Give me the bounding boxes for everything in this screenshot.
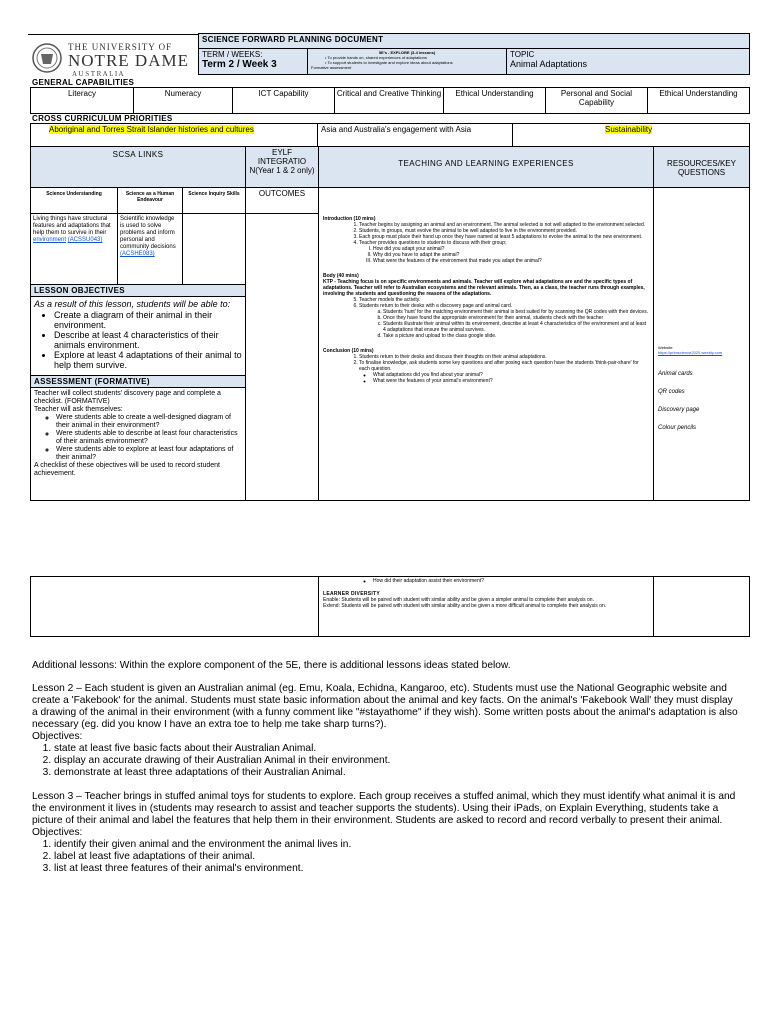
sub-endeavour: Science as a Human Endeavour [117,187,183,214]
body-substep: c. Students illustrate their animal within its environment, describe at least 4 characteristics of the environment and at least 4 adaptations that ensure the animal survives. [383,321,649,333]
diversity-enable: Enable: Students will be paired with student with similar ability and be given a simpler animal to complete their analysis on. [323,597,594,603]
fivee-label: 5E's - EXPLORE (3-4 lessons) [378,50,436,55]
concl-question: ◦ What were the features of your animal's environment? [373,378,649,384]
topic-cell [506,48,750,75]
ccp-atsi: Aboriginal and Torres Strait Islander histories and cultures [49,125,254,134]
scsa-header: SCSA LINKS [30,146,246,188]
fivee-footer: Formative assessment [311,65,352,70]
resource-item: Colour pencils [658,425,697,431]
website-label: Website: [658,345,674,350]
assess-line1: Teacher will collect students' discovery page and complete a checklist. (FORMATIVE) [34,390,221,405]
sub-inquiry: Science Inquiry Skills [182,187,246,214]
body-substep: b. Once they have found the appropriate environment for their animal, students check with the teacher [383,315,649,321]
ccp-sustain-cell [512,123,750,147]
lesson3-objective: 3. list at least three features of their animal's environment. [54,863,738,875]
ccp-title: CROSS CURRICULUM PRIORITIES [32,114,173,123]
eylf-header: EYLF INTEGRATIO N(Year 1 & 2 only) [245,146,319,188]
concl-questions [323,372,649,384]
intro-step: 4. Teacher provides questions to students to discuss with their group; [359,240,649,246]
scsa-inquiry-cell [182,213,246,285]
doc-title: SCIENCE FORWARD PLANNING DOCUMENT [198,33,750,49]
lesson3-objective: 2. label at least five adaptations of their animal. [54,851,738,863]
logo-line1: THE UNIVERSITY OF [68,42,173,52]
website-link[interactable]: https://primscience2020.weebly.com [658,350,723,355]
gc-critical: Critical and Creative Thinking [334,87,444,114]
additional-intro: Additional lessons: Within the explore component of the 5E, there is additional lessons ideas stated below. [32,660,511,671]
ktp-text: KTP - Teaching focus is on specific environments and animals. Teacher will explore what adaptations are and the specific types of adaptations. Teacher will refer to Australian ecosystems and the relevant animals. Then, as a class, the teacher runs through examples, involving the students and questioning the reasons of the adaptations. [323,279,645,297]
gc-numeracy: Numeracy [133,87,233,114]
body-title: Body (40 mins) [323,273,359,279]
lesson3-text: Lesson 3 – Teacher brings in stuffed animal toys for students to explore. Each group receives a stuffed animal, which they must identify what animal it is and the environment it lives in (students may research to assist and teacher supports the students). Using their iPads, on Explain Everything, students take a picture of their animal and label the features that help them in their environment. Students are asked to record and record verbally to present their animal. [32,791,736,826]
outcomes-cell [245,213,319,501]
acshe-code[interactable]: (ACSHE083) [120,251,155,257]
intro-step: 3. Each group must place their hand up once they have named at least 5 adaptations to evolve the animal to the new environment. [359,234,649,240]
concl-step: 1. Students return to their desks and discuss their thoughts on their animal adaptations. [359,354,649,360]
lesson2-text: Lesson 2 – Each student is given an Australian animal (eg. Emu, Koala, Echidna, Kangaroo, etc). Students must use the National Geographic website and create a 'Fakebook' for the animal. Students must state basic information about the animal and key facts. On the animal's 'Fakebook Wall' they must display a drawing of the animal in their environment (with a funny comment like "#stayathome" if they wish). Some written posts about the animal's adaptation is also necessary (eg. did you know I have an extra toe to help me take sharp turns?). [32,683,738,730]
acssu-code[interactable]: (ACSSU043) [67,237,103,243]
outcomes-header: OUTCOMES [245,187,319,214]
concl-title: Conclusion (10 mins) [323,348,374,354]
fivee-point-2: • To support students to investigate and explore ideas about adaptations [325,60,453,65]
body-substep: a. Students 'hunt' for the matching environment their animal is best suited for by scanning the QR codes with their devices. [383,309,649,315]
gc-ict: ICT Capability [232,87,335,114]
intro-question: I. How did you adapt your animal? [373,246,649,252]
lo-item: • Describe at least 4 characteristics of their animals environment. [54,330,242,350]
resources-cell [653,187,750,501]
crest-icon [32,43,62,73]
assess-question: ◦ Were students able to explore at least four adaptations of their animal? [56,446,242,462]
gc-ethical-2: Ethical Understanding [647,87,750,114]
assess-questions [34,414,242,462]
body-substep: d. Take a picture and upload to the class google slide. [383,333,649,339]
lo-item: • Create a diagram of their animal in their environment. [54,310,242,330]
lesson3-objectives [32,839,738,875]
fivee-point-1: • To provide hands on, shared experiences of adaptations [325,55,427,60]
term-label: TERM / WEEKS: [202,50,263,59]
assess-line2: Teacher will ask themselves: [34,406,123,413]
gc-personal: Personal and Social Capability [545,87,648,114]
resource-item: Discovery page [658,407,700,413]
concl-question: ◦ What adaptations did you find about your animal? [373,372,649,378]
lo-list [34,310,242,370]
cont-right [653,576,750,637]
intro-step: 2. Students, in groups, must evolve the animal to be well adapted to live in the environment provided. [359,228,649,234]
assess-question: ◦ Were students able to describe at least four characteristics of their animals environment? [56,430,242,446]
lesson3-obj-label: Objectives: [32,827,83,838]
diversity-title: LEARNER DIVERSITY [323,591,381,597]
resources-header: RESOURCES/KEY QUESTIONS [653,146,750,188]
logo-line2: NOTRE DAME [68,51,189,70]
ccp-asia: Asia and Australia's engagement with Asia [317,123,513,147]
cont-left [30,576,319,637]
term-value: Term 2 / Week 3 [202,59,277,70]
lesson2-objective: 1. state at least five basic facts about their Australian Animal. [54,743,738,755]
intro-question: II. Why did you have to adapt the animal? [373,252,649,258]
environment-link[interactable]: environment [33,237,67,243]
lesson2-obj-label: Objectives: [32,731,83,742]
resource-item: QR codes [658,389,685,395]
scsa-endeavour-cell: Scientific knowledge is used to solve problems and inform personal and community decisions (ACSHE083) [117,213,183,285]
lo-title: LESSON OBJECTIVES [30,284,246,297]
lo-cell [30,296,246,376]
teaching-header: TEACHING AND LEARNING EXPERIENCES [318,146,654,188]
gc-literacy: Literacy [30,87,134,114]
intro-questions [323,246,649,264]
resource-item: Animal cards [658,371,693,377]
gc-title: GENERAL CAPABILITIES [32,78,135,87]
cont-question: ◦ How did their adaptation assist their environment? [373,578,649,584]
body-steps [323,297,649,309]
assess-title: ASSESSMENT (FORMATIVE) [30,375,246,388]
teaching-cell [318,187,654,501]
ccp-sustain: Sustainability [605,125,653,134]
concl-step: 2. To finalise knowledge, ask students some key questions and after posing each question have the students 'think-pair-share' for each question. [359,360,649,372]
lesson2-objectives [32,743,738,779]
diversity-extend: Extend: Students will be paired with student with similar ability and be given a more difficult animal to complete their analysis on. [323,603,607,609]
intro-step: 1. Teacher begins by assigning an animal and an environment. The animal selected is not well adapted to the environment selected. [359,222,649,228]
body-step: 5. Teacher models the activity. [359,297,649,303]
assess-question: ◦ Were students able to create a well-designed diagram of their animal in their environment? [56,414,242,430]
intro-title: Introduction (10 mins) [323,216,376,222]
body-step: 6. Students return to their desks with a discovery page and animal card. [359,303,649,309]
lesson3-objective: 1. identify their given animal and the environment the animal lives in. [54,839,738,851]
assess-cell [30,387,246,501]
intro-question: III. What were the features of the environment that made you adapt the animal? [373,258,649,264]
sub-understanding: Science Understanding [30,187,118,214]
term-cell [198,48,308,75]
scsa-understanding-cell: Living things have structural features and adaptations that help them to survive in their environment (ACSSU043) [30,213,118,285]
logo [28,34,198,80]
assess-footer: A checklist of these objectives will be used to record student achievement. [34,462,220,477]
gc-ethical-1: Ethical Understanding [443,87,546,114]
ccp-atsi-cell [30,123,318,147]
concl-steps [323,354,649,372]
lo-intro: As a result of this lesson, students will be able to: [34,299,231,309]
lesson2-objective: 2. display an accurate drawing of their Australian Animal in their environment. [54,755,738,767]
cont-middle [318,576,654,637]
intro-steps [323,222,649,246]
logo-line3: A U S T R A L I A [72,70,124,78]
topic-value: Animal Adaptations [510,59,588,69]
fivee-cell [307,48,507,75]
topic-label: TOPIC [510,50,535,59]
body-substeps [323,309,649,339]
lo-item: • Explore at least 4 adaptations of their animal to help them survive. [54,350,242,370]
lesson2-objective: 3. demonstrate at least three adaptations of their Australian Animal. [54,767,738,779]
additional-section [32,660,738,875]
